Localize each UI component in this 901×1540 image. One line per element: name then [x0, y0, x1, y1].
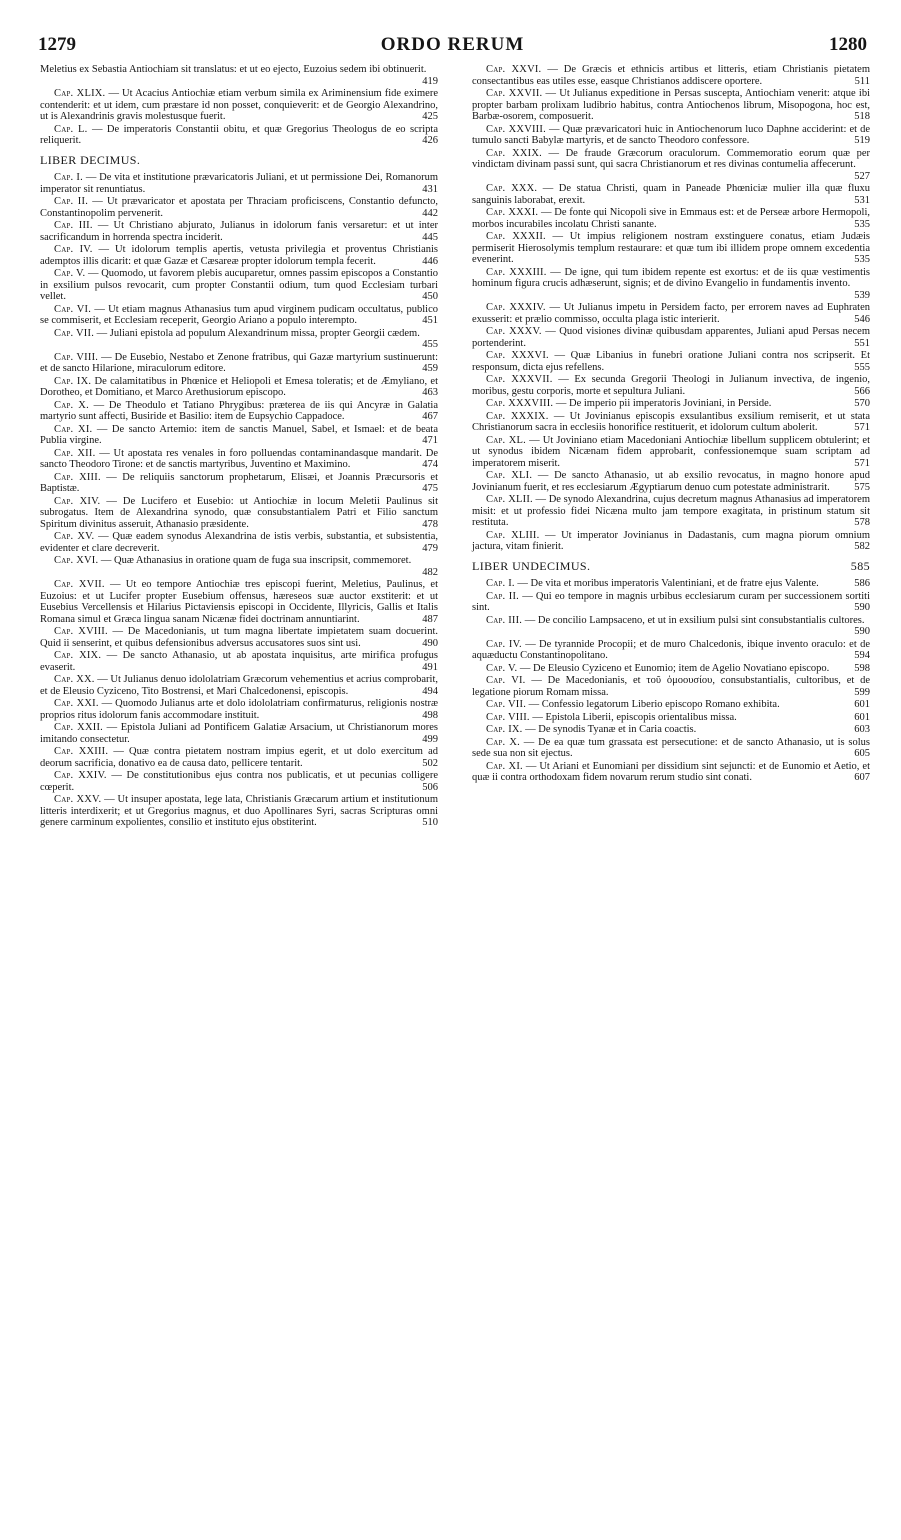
chapter-number: Cap. X.	[486, 736, 520, 748]
chapter-page-number: 575	[854, 481, 870, 493]
chapter-summary: — Ut prævaricator et apostata per Thraciam proficiscens, Constantio defuncto, Constantinopolim pervenerit.	[40, 196, 439, 219]
toc-entry	[472, 411, 870, 434]
toc-entry	[40, 794, 438, 829]
toc-entry	[472, 148, 870, 183]
chapter-summary: — Ut Christiano abjurato, Julianus in idolorum fanis versaretur: et ut inter sacrificandum in horrenda spectra inciderit.	[40, 220, 438, 243]
toc-entry	[40, 555, 438, 578]
chapter-summary: — De constitutionibus ejus contra nos publicatis, et ut pecunias colligere cœperit.	[40, 770, 438, 793]
chapter-page-number: 518	[854, 111, 870, 122]
chapter-page-number: 551	[854, 337, 870, 349]
chapter-number: Cap. XX.	[54, 674, 95, 685]
chapter-page-number: 475	[422, 483, 438, 494]
chapter-number: Cap. III.	[486, 614, 523, 626]
chapter-page-number: 527	[854, 170, 870, 182]
chapter-summary: — Ex secunda Gregorii Theologi in Julianum invectiva, de ingenio, moribus, gestu corporis, morte et sepultura Juliani.	[472, 374, 870, 397]
chapter-page-number: 566	[854, 385, 870, 397]
chapter-page-number: 594	[854, 650, 870, 661]
chapter-number: Cap. XIX.	[54, 650, 102, 661]
chapter-page-number: 426	[422, 135, 438, 146]
chapter-summary: — Epistola Liberii, episcopis orientalibus missa.	[532, 711, 737, 723]
chapter-number: Cap. II.	[54, 196, 89, 207]
toc-entry	[40, 64, 438, 87]
chapter-summary: — De sancto Artemio: item de sanctis Manuel, Sabel, et Ismael: et de beata Publia virgine.	[40, 423, 439, 446]
chapter-page-number: 570	[854, 398, 870, 409]
toc-entry	[472, 591, 870, 614]
toc-entry	[40, 698, 438, 721]
toc-entry	[472, 374, 870, 397]
chapter-summary: — De synodis Tyanæ et in Caria coactis.	[525, 724, 697, 735]
toc-entry	[472, 712, 870, 724]
chapter-page-number: 490	[422, 637, 438, 649]
chapter-summary: — De concilio Lampsaceno, et ut in exsilium pulsi sint consubstantialis cultores.	[524, 614, 865, 626]
chapter-page-number: 571	[854, 457, 870, 469]
chapter-number: Cap. XXX.	[486, 183, 538, 194]
book-title-text: LIBER UNDECIMUS.	[472, 558, 591, 573]
chapter-number: Cap. XXVIII.	[486, 123, 546, 135]
chapter-page-number: 598	[854, 662, 870, 674]
toc-entry	[472, 761, 870, 784]
toc-entry	[40, 722, 438, 745]
chapter-page-number: 455	[422, 339, 438, 350]
chapter-summary: — De igne, qui tum ibidem repente est exortus: et de iis quæ vestimentis hominum figura crucis adhæserunt, signis; et de divino Evangelio in fundamentis invento.	[472, 266, 871, 289]
toc-entry	[40, 674, 438, 697]
chapter-summary: — Quæ contra pietatem nostram impius egerit, et ut dolo exercitum ad deorum sacrificia, donativo ea de causa dato, pellicere tentarit.	[40, 746, 439, 769]
chapter-summary: — De imperio pii imperatoris Joviniani, in Perside.	[555, 398, 772, 409]
chapter-summary: — De vita et moribus imperatoris Valentiniani, et de fratre ejus Valente.	[517, 578, 819, 589]
book-title-undecimus	[472, 558, 870, 573]
chapter-number: Cap. VIII.	[54, 351, 99, 363]
chapter-summary: — De ea quæ tum grassata est persecutione: et de sancto Athanasio, ut is solus sede sua non sit ejectus.	[472, 736, 870, 759]
chapter-number: Cap. XXXV.	[486, 326, 542, 337]
toc-entry	[40, 88, 438, 123]
chapter-number: Cap. XXXI.	[486, 207, 539, 218]
chapter-page-number: 419	[422, 75, 438, 87]
toc-entry	[40, 196, 438, 219]
chapter-page-number: 511	[854, 75, 870, 87]
chapter-number: Cap. XVII.	[54, 579, 105, 590]
toc-entry	[40, 448, 438, 471]
chapter-number: Cap. XXXVIII.	[486, 398, 554, 409]
chapter-number: Cap. XIV.	[54, 495, 101, 507]
chapter-number: Cap. XV.	[54, 531, 95, 542]
chapter-number: Cap. XXXIII.	[486, 266, 547, 278]
toc-entry	[40, 770, 438, 793]
chapter-page-number: 502	[422, 757, 438, 769]
chapter-number: Cap. XIII.	[54, 471, 101, 483]
chapter-summary: — Ut Ariani et Eunomiani per dissidium sint sejuncti: et de Eunomio et Aetio, et quæ ii contra orthodoxam fidem novarum rerum studio sint conati.	[472, 760, 870, 783]
chapter-number: Cap. XI.	[486, 760, 523, 772]
chapter-number: Cap. XL.	[486, 434, 526, 446]
chapter-number: Cap. XXXIX.	[486, 410, 549, 422]
left-entries	[40, 172, 438, 829]
chapter-page-number: 590	[854, 602, 870, 613]
chapter-page-number: 599	[854, 686, 870, 698]
toc-entry	[40, 579, 438, 625]
chapter-page-number: 445	[422, 231, 438, 243]
chapter-number: Cap. V.	[54, 268, 86, 279]
chapter-number: Cap. VIII.	[486, 711, 530, 723]
toc-entry	[472, 302, 870, 325]
chapter-number: Cap. IV.	[54, 244, 93, 255]
chapter-summary: — Confessio legatorum Liberio episcopo Romano exhibita.	[528, 699, 780, 710]
chapter-page-number: 603	[854, 724, 870, 735]
toc-entry	[472, 494, 870, 529]
chapter-number: Cap. XLIX.	[54, 88, 106, 99]
chapter-number: Cap. XLI.	[486, 470, 533, 481]
chapter-summary: — Ut insuper apostata, lege lata, Christianis Græcarum artium et institutionum litteris interdixerit; et ut Gregorius magnus, et duo Apollinares Syri, sacras Scripturas omni genere carminum expolientes, consilio et instituto ejus obstiterint.	[40, 794, 438, 828]
toc-entry	[472, 737, 870, 760]
left-column	[40, 64, 438, 830]
chapter-page-number: 535	[854, 218, 870, 230]
right-entries	[472, 64, 870, 553]
chapter-page-number: 431	[422, 183, 438, 195]
chapter-page-number: 506	[422, 781, 438, 793]
toc-entry	[40, 352, 438, 375]
chapter-number: Cap. VI.	[486, 675, 526, 686]
page-header	[38, 34, 867, 60]
chapter-number: Cap. XLII.	[486, 494, 533, 505]
chapter-summary: De calamitatibus in Phœnice et Heliopoli et Emesa toleratis; et de Æmyliano, et Dorotheo, et Domitiano, et Marco Arethusiorum episcopo.	[40, 375, 438, 398]
page-number-left: 1279	[38, 34, 76, 55]
toc-entry	[40, 746, 438, 769]
chapter-page-number: 605	[854, 748, 870, 759]
chapter-page-number: 494	[422, 685, 438, 697]
right-post-entries	[472, 578, 870, 784]
chapter-summary: — Epistola Juliani ad Pontificem Galatiæ Arsacium, ut Christianorum mores imitando consectetur.	[40, 722, 438, 745]
toc-entry	[472, 530, 870, 553]
chapter-number: Cap. XXXIV.	[486, 302, 546, 313]
chapter-summary: — Ut Julianus expeditione in Persas suscepta, Antiochiam venerit: atque ibi propter barbam prolixam ludibrio habitus, contra Antiochenos librum, Misopogona, hoc est, Barbæ-osorem, composuerit.	[472, 88, 870, 122]
toc-entry	[472, 663, 870, 675]
chapter-number: Cap. XXVI.	[486, 64, 542, 75]
chapter-page-number: 519	[854, 135, 870, 146]
chapter-summary: — Ut Joviniano etiam Macedoniani Antiochiæ libellum supplicem obtulerint; et ut synodus ibidem Nicænam fidem approbarit, confessionemque suam scriptam ad imperatorem miserit.	[472, 434, 870, 469]
chapter-number: Cap. XVI.	[54, 555, 99, 566]
chapter-number: Cap. L.	[54, 123, 88, 135]
chapter-number: Cap. XXXVII.	[486, 374, 553, 385]
chapter-number: Cap. XXI.	[54, 698, 99, 709]
toc-entry	[40, 626, 438, 649]
chapter-summary: — De fonte qui Nicopoli sive in Emmaus est: et de Perseæ arbore Hermopoli, morbos incurabiles incolatu Christi sanante.	[472, 207, 870, 230]
toc-entry	[40, 472, 438, 495]
chapter-summary: — Qui eo tempore in magnis urbibus ecclesiarum curam per successionem sortiti sint.	[472, 590, 870, 613]
chapter-page-number: 446	[422, 255, 438, 267]
toc-entry	[472, 88, 870, 123]
chapter-page-number: 442	[422, 207, 438, 219]
chapter-number: Cap. XXV.	[54, 794, 102, 805]
chapter-summary: — De Macedonianis, ut tum magna libertate impietatem suam docuerint. Quid ii senserint, et quibus defensionibus adversus accusatores suos sint usi.	[40, 626, 438, 649]
chapter-page-number: 471	[422, 435, 438, 446]
chapter-summary: — Ut apostata res venales in foro polluendas contaminandasque mandarit. De sancto Theodoro Tirone: et de sanctis martyribus, Juventino et Maximino.	[40, 447, 439, 470]
toc-entry	[472, 724, 870, 736]
toc-entry	[40, 400, 438, 423]
chapter-summary: — De synodo Alexandrina, cujus decretum magnus Athanasius ad imperatorem misit: et ut professio fidei Nicæna multo jam tempore exagitata, in pristinum statum sit restituta.	[472, 494, 871, 528]
chapter-summary: — Ut Jovinianus episcopis exsulantibus exsilium remiserit, et ut stata Christianorum sacra in ecclesiis honorifice restituerit, et idolorum cultum abolerit.	[472, 410, 871, 433]
chapter-page-number: 467	[422, 411, 438, 422]
chapter-summary: — Ut Julianus denuo idololatriam Græcorum vehementius et acrius comprobarit, et de Eleusio Cyziceno, Tito Bostrensi, et Mari Chalcedonensi, episcopis.	[40, 674, 439, 697]
chapter-number: Cap. I.	[54, 172, 83, 183]
chapter-number: Cap. XXIII.	[54, 746, 109, 757]
chapter-page-number: 578	[854, 517, 870, 528]
chapter-page-number: 510	[422, 817, 438, 828]
chapter-page-number: 491	[422, 661, 438, 673]
chapter-page-number: 601	[854, 699, 870, 710]
toc-entry	[40, 376, 438, 399]
chapter-page-number: 451	[422, 315, 438, 326]
toc-entry	[472, 267, 870, 302]
toc-entry	[472, 207, 870, 230]
chapter-summary: — Ut Acacius Antiochiæ etiam verbum simila ex Ariminensium fide eximere contenderit: et ut idem, cum præstare id non posset, conquieverit: et de Georgio Alexandrino, ut is Alexandrinis gravis molestusque fuerit.	[40, 88, 438, 122]
chapter-page-number: 546	[854, 313, 870, 325]
chapter-page-number: 555	[854, 361, 870, 373]
chapter-summary: — De Macedonianis, et τοῦ ὁμοουσίου, consubstantialis, cultoribus, et de legatione piorum Romam missa.	[472, 675, 870, 698]
toc-entry	[40, 304, 438, 327]
toc-entry	[472, 639, 870, 662]
toc-entry	[40, 172, 438, 195]
chapter-number: Cap. VII.	[54, 327, 95, 339]
chapter-page-number: 487	[422, 613, 438, 625]
chapter-summary: — Ut imperator Jovinianus in Dadastanis, cum magna piorum omnium jactura, vitam finierit.	[472, 529, 871, 552]
chapter-summary: — Quæ eadem synodus Alexandrina de istis verbis, substantia, et subsistentia, evidenter et clare decreverit.	[40, 531, 438, 554]
toc-entry	[40, 424, 438, 447]
toc-entry	[472, 578, 870, 590]
chapter-number: Cap. XXVII.	[486, 88, 543, 99]
page-number-right: 1280	[829, 34, 867, 55]
chapter-page-number: 586	[854, 578, 870, 589]
toc-entry	[472, 470, 870, 493]
toc-entry	[472, 615, 870, 638]
chapter-summary: — De Græcis et ethnicis artibus et litteris, etiam Christianis pietatem consectantibus eas utiles esse, easque Christianos addiscere oportere.	[472, 64, 871, 87]
chapter-summary: — Quomodo, ut favorem plebis aucuparetur, omnes passim episcopos a Constantio in exsilium pulsos revocarit, cum propter Constantii odium, tum quod Ecclesiam turbari vellet.	[40, 268, 439, 302]
toc-entry	[472, 398, 870, 410]
chapter-summary: — Ut etiam magnus Athanasius tum apud virginem pudicam occultatus, publico se commiserit, et Ecclesiam receperit, Georgio Ariano a populo interempto.	[40, 303, 438, 326]
chapter-page-number: 531	[854, 194, 870, 206]
chapter-number: Cap. VI.	[54, 303, 92, 315]
book-title-decimus	[40, 152, 438, 167]
chapter-summary: — De Lucifero et Eusebio: ut Antiochiæ in locum Meletii Paulinus sit subrogatus. Item de Alexandrina synodo, quæ consubstantialem Patri et Filio sanctum Spiritum divinitus asseruit, Athanasio præsidente.	[40, 495, 439, 530]
chapter-summary: — Quæ Athanasius in oratione quam de fuga sua inscripsit, commemoret.	[100, 555, 412, 566]
chapter-summary: — De sancto Athanasio, ut ab exsilio revocatus, in magno honore apud Jovinianum fuerit, et res ecclesiarum Ægyptiarum denuo cum potestate administrarit.	[472, 470, 871, 493]
chapter-number: Cap. VII.	[486, 699, 527, 710]
chapter-number: Cap. XXII.	[54, 722, 103, 733]
chapter-summary: — De Eusebio, Nestabo et Zenone fratribus, qui Gazæ martyrium sustinuerunt: et de sancto Hilarione, miraculorum editore.	[40, 351, 438, 374]
toc-entry	[472, 231, 870, 266]
toc-entry	[40, 268, 438, 303]
chapter-page-number: 479	[422, 542, 438, 554]
chapter-number: Cap. IV.	[486, 638, 522, 650]
chapter-summary: — Quomodo Julianus arte et dolo idololatriam confirmaturus, religionis nostræ proprios ritus idolorum fanis accommodare instituit.	[40, 698, 438, 721]
chapter-summary: Meletius ex Sebastia Antiochiam sit translatus: et ut eo ejecto, Euzoius sedem ibi obtinuerit.	[40, 64, 427, 75]
chapter-summary: — De reliquiis sanctorum prophetarum, Elisæi, et Joannis Præcursoris et Baptistæ.	[40, 471, 439, 494]
chapter-number: Cap. XII.	[54, 447, 96, 459]
chapter-summary: — Juliani epistola ad populum Alexandrinum missa, propter Georgii cædem.	[96, 327, 420, 339]
chapter-page-number: 535	[854, 254, 870, 265]
toc-entry	[40, 650, 438, 673]
chapter-number: Cap. XXXVI.	[486, 350, 549, 361]
toc-entry	[472, 435, 870, 470]
chapter-number: Cap. V.	[486, 662, 518, 674]
toc-entry	[40, 124, 438, 147]
chapter-page-number: 450	[422, 291, 438, 302]
toc-entry	[472, 124, 870, 147]
toc-entry	[472, 183, 870, 206]
chapter-number: Cap. IX.	[54, 375, 92, 387]
chapter-summary: — Ut impius religionem nostram exstinguere conatus, etiam Judæis permiserit Hierosolymis templum restaurare: et quæ tum ibi illidem prope omnem excedentia evenerint.	[472, 231, 870, 265]
toc-entry	[40, 531, 438, 554]
chapter-page-number: 607	[854, 772, 870, 783]
chapter-number: Cap. I.	[486, 578, 515, 589]
chapter-summary: — Ut idolorum templis apertis, vetusta privilegia et proventus Christianis ademptos illis dicarit: et quæ Gazæ et Cæsareæ propter idolorum templa fecerit.	[40, 244, 439, 267]
chapter-summary: — Quæ Libanius in funebri oratione Juliani contra nos scripserit. Et responsum, dicta ejus refellens.	[472, 350, 871, 373]
toc-entry	[40, 496, 438, 531]
chapter-number: Cap. XLIII.	[486, 529, 540, 541]
book-page-number: 585	[850, 558, 870, 573]
right-column	[472, 64, 870, 785]
book-title-text: LIBER DECIMUS.	[40, 152, 141, 167]
chapter-summary: — Ut Julianus impetu in Persidem facto, per errorem naves ad Euphraten exusserit: et prælio commisso, occulta plaga istic interierit.	[472, 302, 870, 325]
chapter-number: Cap. XXIV.	[54, 770, 107, 781]
chapter-number: Cap. XXXII.	[486, 231, 546, 242]
chapter-page-number: 590	[854, 626, 870, 637]
chapter-summary: — De sancto Athanasio, ut ab apostata inquisitus, arte mirifica profugus evaserit.	[40, 650, 438, 673]
left-pre-entries	[40, 64, 438, 147]
chapter-page-number: 539	[854, 289, 870, 301]
chapter-page-number: 482	[422, 566, 438, 578]
toc-entry	[472, 350, 870, 373]
toc-entry	[472, 699, 870, 711]
chapter-summary: — De statua Christi, quam in Paneade Phœniciæ mulier illa quæ fluxu sanguinis laborabat, erexit.	[472, 183, 871, 206]
chapter-summary: — De vita et institutione prævaricatoris Juliani, et ut permissione Dei, Romanorum imperator sit renuntiatus.	[40, 172, 438, 195]
chapter-page-number: 459	[422, 363, 438, 374]
chapter-page-number: 478	[422, 518, 438, 530]
chapter-number: Cap. IX.	[486, 724, 523, 735]
chapter-page-number: 474	[422, 459, 438, 470]
chapter-summary: — De tyrannide Procopii; et de muro Chalcedonis, ibique invento oraculo: et de aquæductu Constantinopolitano.	[472, 638, 870, 661]
chapter-page-number: 463	[422, 387, 438, 398]
chapter-page-number: 601	[854, 711, 870, 723]
chapter-summary: — Quæ prævaricatori huic in Antiochenorum luco Daphne acciderint: et de tumulo sancti Babylæ martyris, et de sancto Theodoro confessore.	[472, 123, 870, 146]
chapter-number: Cap. III.	[54, 220, 93, 231]
chapter-page-number: 499	[422, 733, 438, 745]
toc-entry	[472, 326, 870, 349]
chapter-summary: — Ut eo tempore Antiochiæ tres episcopi fuerint, Meletius, Paulinus, et Euzoius: et ut Lucifer propter Eusebium offensus, hæreseos suæ auctor exstiterit: et ut Eusebius Vercellensis et Hilarius Pictaviensis episcopi in Occidente, Illyricis, Gallis et Italis Romana simul et Græca lingua sanam Nicænæ fidei doctrinam annuntiarint.	[40, 579, 438, 625]
chapter-page-number: 425	[422, 111, 438, 122]
toc-entry	[472, 64, 870, 87]
chapter-summary: — De fraude Græcorum oraculorum. Commemoratio eorum quæ per vindictam divinam passi sunt, qui sacra Christianorum et res divinas contumelia affecerunt.	[472, 147, 871, 170]
chapter-number: Cap. XXIX.	[486, 147, 542, 159]
chapter-number: Cap. XVIII.	[54, 626, 108, 637]
chapter-number: Cap. X.	[54, 399, 89, 411]
chapter-number: Cap. XI.	[54, 423, 93, 435]
chapter-summary: — Quod visiones divinæ quibusdam apparentes, Juliani apud Persas necem portenderint.	[472, 326, 870, 349]
running-title: ORDO RERUM	[380, 34, 525, 55]
chapter-page-number: 582	[854, 541, 870, 552]
toc-entry	[472, 675, 870, 698]
chapter-page-number: 498	[422, 709, 438, 721]
chapter-summary: — De imperatoris Constantii obitu, et quæ Gregorius Theologus de eo scripta reliquerit.	[40, 123, 439, 146]
toc-entry	[40, 244, 438, 267]
chapter-summary: — De Eleusio Cyziceno et Eunomio; item de Agelio Novatiano episcopo.	[519, 662, 830, 674]
chapter-summary: — De Theodulo et Tatiano Phrygibus: præterea de iis qui Ancyræ in Galatia martyrio sunt affecti, Busiride et Basilio: item de Eupsychio Cappadoce.	[40, 399, 438, 422]
chapter-number: Cap. II.	[486, 590, 519, 602]
toc-entry	[40, 328, 438, 351]
chapter-page-number: 571	[854, 422, 870, 433]
toc-entry	[40, 220, 438, 243]
